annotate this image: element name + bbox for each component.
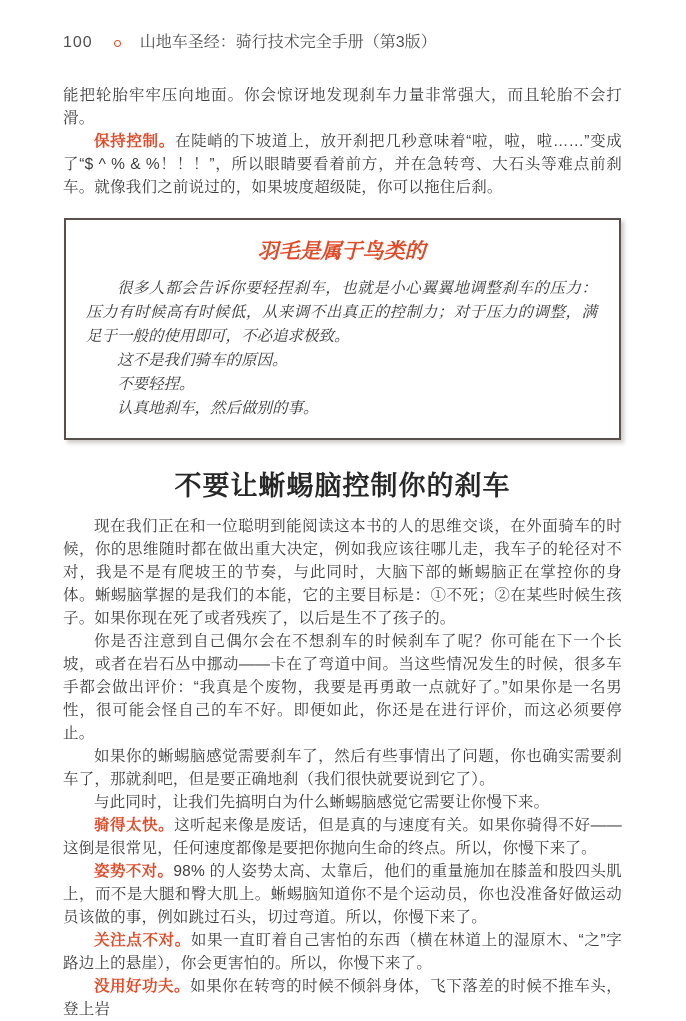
emphasis-lead: 姿势不对。	[94, 863, 174, 880]
paragraph-text: 如果一直盯着自己害怕的东西（横在林道上的湿原木、“之”字路边上的悬崖），你会更害怕的。所以，你慢下来了。	[63, 932, 622, 972]
emphasis-lead: 骑得太快。	[94, 817, 175, 834]
bullet-circle-icon	[114, 40, 121, 47]
callout-paragraph: 很多人都会告诉你要轻捏刹车，也就是小心翼翼地调整刹车的压力：压力有时候高有时候低，从来调不出真正的控制力；对于压力的调整，满足于一般的使用即可，不必追求极致。	[86, 279, 597, 345]
paragraph	[63, 515, 622, 630]
paragraph	[63, 791, 622, 814]
page-body	[63, 84, 622, 1021]
callout-paragraph: 认真地刹车，然后做别的事。	[117, 399, 319, 417]
paragraph-text: 与此同时，让我们先搞明白为什么蜥蜴脑感觉它需要让你慢下来。	[94, 794, 550, 811]
book-title: 山地车圣经：骑行技术完全手册（第3版）	[139, 34, 437, 51]
page-number: 100	[63, 34, 93, 51]
paragraph-text: 能把轮胎牢牢压向地面。你会惊讶地发现刹车力量非常强大，而且轮胎不会打滑。	[63, 87, 622, 127]
callout-title: 羽毛是属于鸟类的	[257, 238, 426, 263]
paragraph-text: 如果你在转弯的时候不倾斜身体，飞下落差的时候不推车头，登上岩	[63, 978, 623, 1018]
callout-paragraph: 这不是我们骑车的原因。	[117, 351, 288, 369]
paragraph-text: 现在我们正在和一位聪明到能阅读这本书的人的思维交谈，在外面骑车的时候，你的思维随时都在做出重大决定，例如我应该往哪儿走，我车子的轮径对不对，我是不是有爬坡王的节奏，与此同时，大脑下部的蜥蜴脑正在掌控你的身体。蜥蜴脑掌握的是我们的本能，它的主要目标是：①不死；②在某些时候生孩子。如果你现在死了或者残疾了，以后是生不了孩子的。	[63, 518, 622, 627]
paragraph-text: 在陡峭的下坡道上，放开刹把几秒意味着“啦，啦，啦……”变成了“$ ^ % & %！！！”，所以眼睛要看着前方，并在急转弯、大石头等难点前刹车。就像我们之前说过的，如果坡度超级陡，你可以拖住后刹。	[63, 133, 622, 196]
emphasis-lead: 关注点不对。	[94, 932, 191, 949]
paragraph	[63, 929, 622, 975]
paragraph-text: 这听起来像是废话，但是真的与速度有关。如果你骑得不好——这倒是很常见，任何速度都像是要把你抛向生命的终点。所以，你慢下来了。	[63, 817, 622, 857]
paragraph-text: 如果你的蜥蜴脑感觉需要刹车了，然后有些事情出了问题，你也确实需要刹车了，那就刹吧，但是要正确地刹（我们很快就要说到它了）。	[63, 748, 622, 788]
paragraph	[63, 860, 622, 929]
paragraph	[63, 630, 622, 745]
emphasis-lead: 没用好功夫。	[94, 978, 191, 995]
paragraph	[63, 130, 622, 199]
paragraph	[63, 84, 622, 130]
callout-paragraph: 不要轻捏。	[117, 375, 195, 393]
callout-box	[64, 218, 621, 440]
paragraph-text: 98% 的人姿势太高、太靠后，他们的重量施加在膝盖和股四头肌上，而不是大腿和臀大肌上。蜥蜴脑知道你不是个运动员，你也没准备好做运动员该做的事，例如跳过石头，切过弯道。所以，你慢下来了。	[63, 863, 622, 926]
paragraph-text: 你是否注意到自己偶尔会在不想刹车的时候刹车了呢？你可能在下一个长坡，或者在岩石丛中挪动——卡在了弯道中间。当这些情况发生的时候，很多车手都会做出评价：“我真是个废物，我要是再勇敢一点就好了。”如果你是一名男性，很可能会怪自己的车不好。即便如此，你还是在进行评价，而这必须要停止。	[63, 633, 622, 742]
paragraph	[63, 975, 622, 1021]
running-head	[63, 33, 622, 53]
emphasis-lead: 保持控制。	[94, 133, 175, 150]
paragraph	[63, 745, 622, 791]
section-heading: 不要让蜥蜴脑控制你的刹车	[174, 471, 511, 501]
paragraph	[63, 814, 622, 860]
